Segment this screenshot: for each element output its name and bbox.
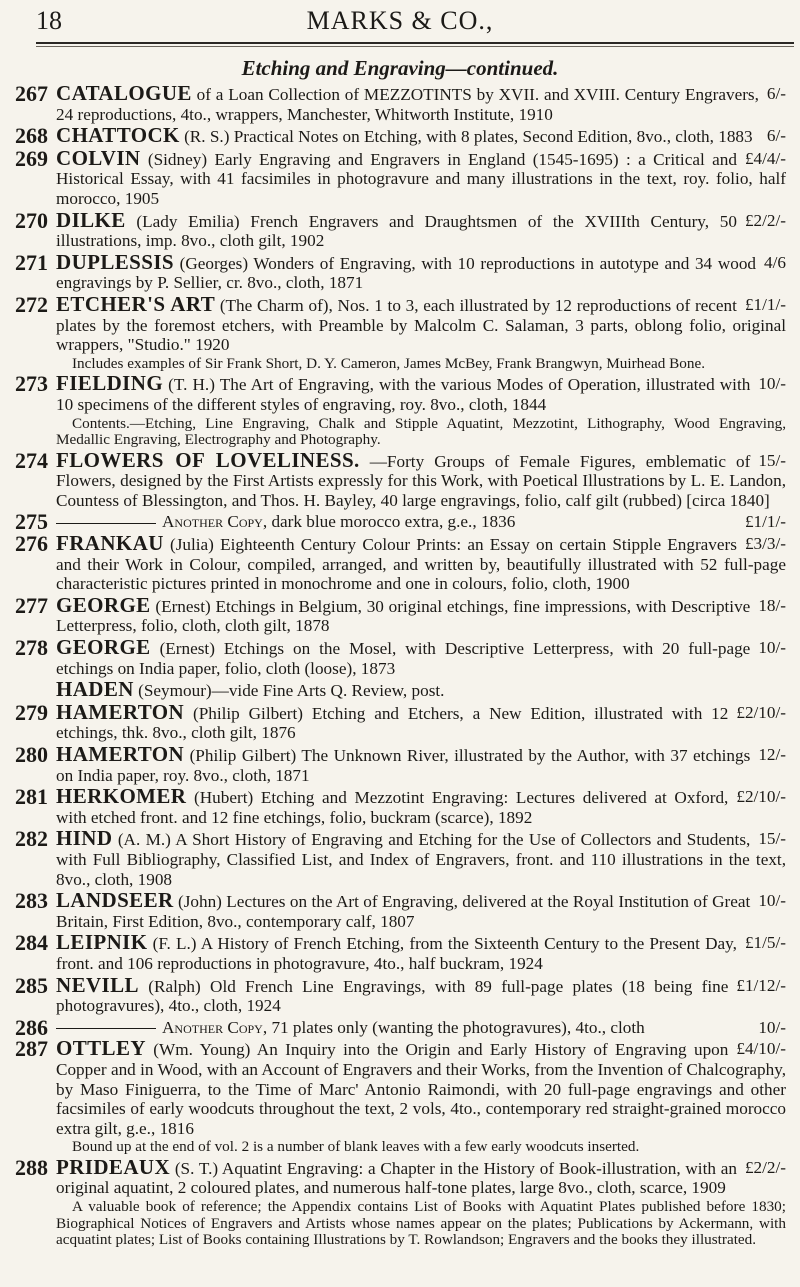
entry-heading: PRIDEAUX	[56, 1154, 171, 1179]
catalogue-entry	[0, 1014, 800, 1040]
entry-description: (The Charm of), Nos. 1 to 3, each illustrated by 12 reproductions of recent plates by the foremost etchers, with Preamble by Malcolm C. Salaman, 3 parts, oblong folio, original wrappers, "Studio." 1920	[56, 295, 786, 355]
catalogue-entry	[0, 531, 800, 594]
catalogue-entry	[0, 972, 800, 1016]
entry-heading: CHATTOCK	[56, 123, 180, 148]
entry-number: 278	[15, 635, 48, 661]
catalogue-entry	[0, 509, 800, 535]
entry-description: (S. T.) Aquatint Engraving: a Chapter in the History of Book-illustration, with an original aquatint, 2 coloured plates, and numerous half-tone plates, large 8vo., cloth, scarce, 1909	[56, 1158, 737, 1198]
entry-heading: HAMERTON	[56, 742, 185, 766]
entry-heading: FLOWERS OF LOVELINESS.	[56, 447, 360, 472]
entry-heading: HERKOMER	[56, 784, 187, 809]
entry-price: £2/2/-	[744, 210, 786, 230]
entry-heading: GEORGE	[56, 635, 151, 660]
entry-price: £1/1/-	[744, 294, 786, 314]
entry-number: 283	[15, 888, 48, 914]
entry-price: £2/10/-	[736, 787, 786, 807]
entry-description: 71 plates only (wanting the photogravures), 4to., cloth	[271, 1017, 645, 1037]
entry-number: 272	[15, 291, 48, 317]
entry-heading: LANDSEER	[56, 888, 174, 913]
entry-heading: LEIPNIK	[56, 930, 148, 955]
entry-body	[56, 972, 786, 1016]
entry-description: —Forty Groups of Female Figures, emblematic of Flowers, designed by the First Artists expressly for this Work, with Poetical Illustrations by L. E. Landon, Countess of Blessington, and Thos. H. Bayley, 40 large engravings, folio, calf gilt (rubbed) [circa 1840]	[56, 451, 786, 510]
entry-description: (F. L.) A History of French Etching, from the Sixteenth Century to the Present Day, front. and 106 reproductions in photogravure, 4to., half buckram, 1924	[56, 934, 737, 973]
entry-price: £2/2/-	[744, 1157, 786, 1177]
entry-heading: OTTLEY	[56, 1036, 146, 1061]
entry-description: (Philip Gilbert) Etching and Etchers, a New Edition, illustrated with 12 etchings, thk. 8vo., cloth gilt, 1876	[56, 703, 729, 743]
entry-heading: CATALOGUE	[56, 81, 192, 105]
entry-another-copy: Another Copy,	[162, 512, 268, 532]
entry-body	[56, 826, 786, 889]
running-head: MARKS & CO.,	[306, 6, 494, 35]
entry-heading: NEVILL	[56, 972, 139, 997]
entry-price: 6/-	[766, 84, 786, 103]
entry-body	[56, 1018, 786, 1038]
entry-description: of a Loan Collection of MEZZOTINTS by XVII. and XVIII. Century Engravers, 24 reproductions, 4to., wrappers, Manchester, Whitworth Institute, 1910	[56, 85, 759, 124]
entry-number: 271	[15, 249, 48, 275]
catalogue-entry	[0, 826, 800, 889]
entry-price: £1/12/-	[736, 975, 786, 995]
entry-price: 12/-	[758, 745, 786, 764]
entry-number: 267	[15, 81, 48, 106]
entry-price: 10/-	[758, 1017, 786, 1037]
entry-description: (A. M.) A Short History of Engraving and Etching for the Use of Collectors and Students, with Full Bibliography, Classified List, and Index of Engravers, front. and 110 illustrations in the text, 8vo., cloth, 1908	[56, 830, 786, 889]
entry-number: 275	[15, 509, 48, 535]
section-title: Etching and Engraving—continued.	[241, 56, 559, 80]
entry-description: (Sidney) Early Engraving and Engravers in England (1545-1695) : a Critical and Historical Essay, with 41 facsimiles in photogravure and many illustrations in the text, roy. folio, half morocco, 1905	[56, 149, 786, 208]
entry-description: (R. S.) Practical Notes on Etching, with 8 plates, Second Edition, 8vo., cloth, 1883	[184, 127, 753, 147]
entry-number: 285	[15, 972, 48, 998]
entry-price: £4/4/-	[744, 148, 786, 168]
catalogue-entry	[0, 1036, 800, 1156]
entry-price: 15/-	[758, 829, 786, 849]
ditto-dash	[56, 1028, 156, 1029]
entry-number: 284	[15, 930, 48, 956]
entry-body	[56, 784, 786, 827]
entry-body	[56, 531, 786, 594]
catalogue-entry	[0, 677, 800, 702]
entry-another-copy: Another Copy,	[162, 1017, 268, 1037]
catalogue-entry	[0, 123, 800, 149]
entry-body	[56, 249, 786, 293]
catalogue-entry	[0, 145, 800, 209]
entry-heading: FRANKAU	[56, 531, 164, 556]
entry-body	[56, 1036, 786, 1156]
entry-description: (Georges) Wonders of Engraving, with 10 reproductions in autotype and 34 wood engravings by P. Sellier, cr. 8vo., cloth, 1871	[56, 253, 757, 293]
entry-body	[56, 447, 786, 511]
entry-number: 274	[15, 447, 48, 473]
entry-heading: ETCHER'S ART	[56, 291, 216, 316]
entry-description: (John) Lectures on the Art of Engraving, delivered at the Royal Institution of Great Britain, First Edition, 8vo., contemporary calf, 1807	[56, 892, 751, 931]
entry-heading: COLVIN	[56, 145, 141, 170]
catalogue-entry	[0, 81, 800, 124]
entry-body	[56, 81, 786, 124]
entry-number: 277	[15, 592, 48, 618]
entry-heading: HADEN	[56, 677, 134, 702]
entry-body	[56, 371, 786, 449]
catalogue-entry	[0, 1154, 800, 1249]
entry-description: (Philip Gilbert) The Unknown River, illustrated by the Author, with 37 etchings on India paper, roy. 8vo., cloth, 1871	[56, 746, 751, 785]
entry-body	[56, 1154, 786, 1249]
entry-number: 268	[15, 123, 48, 149]
entry-price: 10/-	[758, 891, 786, 911]
entry-price: 4/6	[764, 252, 786, 272]
entry-heading: HIND	[56, 826, 113, 851]
entry-description: (Lady Emilia) French Engravers and Draughtsmen of the XVIIIth Century, 50 illustrations, imp. 8vo., cloth gilt, 1902	[56, 211, 737, 251]
entry-body	[56, 742, 786, 785]
entry-heading: GEORGE	[56, 592, 151, 617]
entry-price: 18/-	[758, 595, 786, 615]
entry-number: 273	[15, 371, 48, 397]
entry-note: A valuable book of reference; the Appendix contains List of Books with Aquatint Plates published before 1830; Biographical Notices of Engravers and Artists whose names appear on the plates; Publications by Ackermann, with acquatint plates; List of Books containing Illustrations by T. Rowlandson; Engravers and the books they illustrated.	[56, 1198, 786, 1249]
entry-heading: DUPLESSIS	[56, 249, 174, 274]
entry-body	[56, 930, 786, 973]
catalogue-entry	[0, 207, 800, 251]
entry-note: Includes examples of Sir Frank Short, D. Y. Cameron, James McBey, Frank Brangwyn, Muirhead Bone.	[72, 354, 705, 372]
entry-number: 287	[15, 1036, 48, 1062]
entry-note: Bound up at the end of vol. 2 is a number of blank leaves with a few early woodcuts inserted.	[72, 1138, 640, 1156]
entry-price: 15/-	[758, 450, 786, 470]
entry-number: 288	[15, 1154, 48, 1180]
entry-number: 270	[15, 207, 48, 233]
entry-price: £1/1/-	[744, 512, 786, 532]
entry-number: 269	[15, 145, 48, 171]
entry-body	[56, 635, 786, 678]
entry-number: 280	[15, 742, 48, 767]
entry-description: (Ernest) Etchings in Belgium, 30 original etchings, fine impressions, with Descriptive Letterpress, folio, cloth, cloth gilt, 1878	[56, 596, 751, 636]
page-number: 18	[36, 6, 62, 35]
catalogue-entry	[0, 635, 800, 678]
entry-price: £4/10/-	[736, 1039, 786, 1059]
catalogue-entry	[0, 249, 800, 293]
entry-body	[56, 291, 786, 372]
catalogue-entry	[0, 930, 800, 973]
catalogue-entry	[0, 699, 800, 743]
entry-description: (T. H.) The Art of Engraving, with the various Modes of Operation, illustrated with 10 specimens of the different styles of engraving, roy. 8vo., cloth, 1844	[56, 375, 751, 414]
ditto-dash	[56, 523, 156, 524]
entry-note: Contents.—Etching, Line Engraving, Chalk and Stipple Aquatint, Mezzotint, Lithography, Wood Engraving, Medallic Engraving, Electrography and Photography.	[56, 414, 786, 449]
catalogue-entry	[0, 592, 800, 636]
entry-description: (Ralph) Old French Line Engravings, with 89 full-page plates (18 being fine photogravures), 4to., cloth, 1924	[56, 976, 729, 1016]
entry-body	[56, 699, 786, 743]
catalogue-entry	[0, 784, 800, 827]
entry-price: £1/5/-	[744, 933, 786, 953]
entry-body	[56, 145, 786, 209]
catalogue-entry	[0, 888, 800, 931]
entry-description: (Wm. Young) An Inquiry into the Origin and Early History of Engraving upon Copper and in Wood, with an Account of Engravers and their Works, from the Invention of Chalcography, by Maso Finiguerra, to the Time of Marc' Antonio Raimondi, with 20 full-page engravings and other facsimiles of early woodcuts throughout the text, 2 vols, 4to., contemporary red straight-grained morocco extra gilt, g.e., 1816	[56, 1040, 786, 1138]
entry-price: 10/-	[758, 638, 786, 658]
entry-price: £2/10/-	[736, 702, 786, 722]
entry-heading: HAMERTON	[56, 699, 185, 724]
catalogue-entries	[0, 81, 800, 1251]
entry-body	[56, 677, 786, 702]
catalogue-entry	[0, 447, 800, 511]
entry-number: 286	[15, 1014, 48, 1040]
header-rule-thin	[36, 46, 794, 47]
entry-body	[56, 888, 786, 931]
entry-heading: DILKE	[56, 207, 126, 232]
page-header	[0, 6, 800, 40]
entry-description: (Seymour)—vide Fine Arts Q. Review, post.	[138, 681, 445, 701]
entry-number: 279	[15, 699, 48, 725]
catalogue-entry	[0, 371, 800, 449]
entry-number: 276	[15, 531, 48, 557]
entry-description: (Ernest) Etchings on the Mosel, with Descriptive Letterpress, with 20 full-page etchings on India paper, folio, cloth (loose), 1873	[56, 639, 751, 678]
entry-body	[56, 512, 786, 532]
header-rule	[36, 42, 794, 44]
entry-description: dark blue morocco extra, g.e., 1836	[271, 512, 516, 532]
entry-body	[56, 123, 786, 148]
entry-body	[56, 207, 786, 251]
entry-description: (Hubert) Etching and Mezzotint Engraving: Lectures delivered at Oxford, with etched front. and 12 fine etchings, folio, buckram (scarce), 1892	[56, 788, 729, 827]
entry-price: £3/3/-	[744, 534, 786, 554]
entry-body	[56, 592, 786, 636]
entry-price: 6/-	[766, 126, 786, 146]
entry-heading: FIELDING	[56, 371, 164, 396]
entry-number: 281	[15, 784, 48, 810]
catalogue-entry	[0, 742, 800, 785]
catalogue-entry	[0, 291, 800, 372]
entry-number: 282	[15, 826, 48, 852]
entry-price: 10/-	[758, 374, 786, 394]
entry-description: (Julia) Eighteenth Century Colour Prints: an Essay on certain Stipple Engravers and their Work in Colour, compiled, arranged, and written by, beautifully illustrated with 52 full-page characteristic pictures printed in monochrome and one in colours, folio, cloth, 1900	[56, 535, 786, 594]
